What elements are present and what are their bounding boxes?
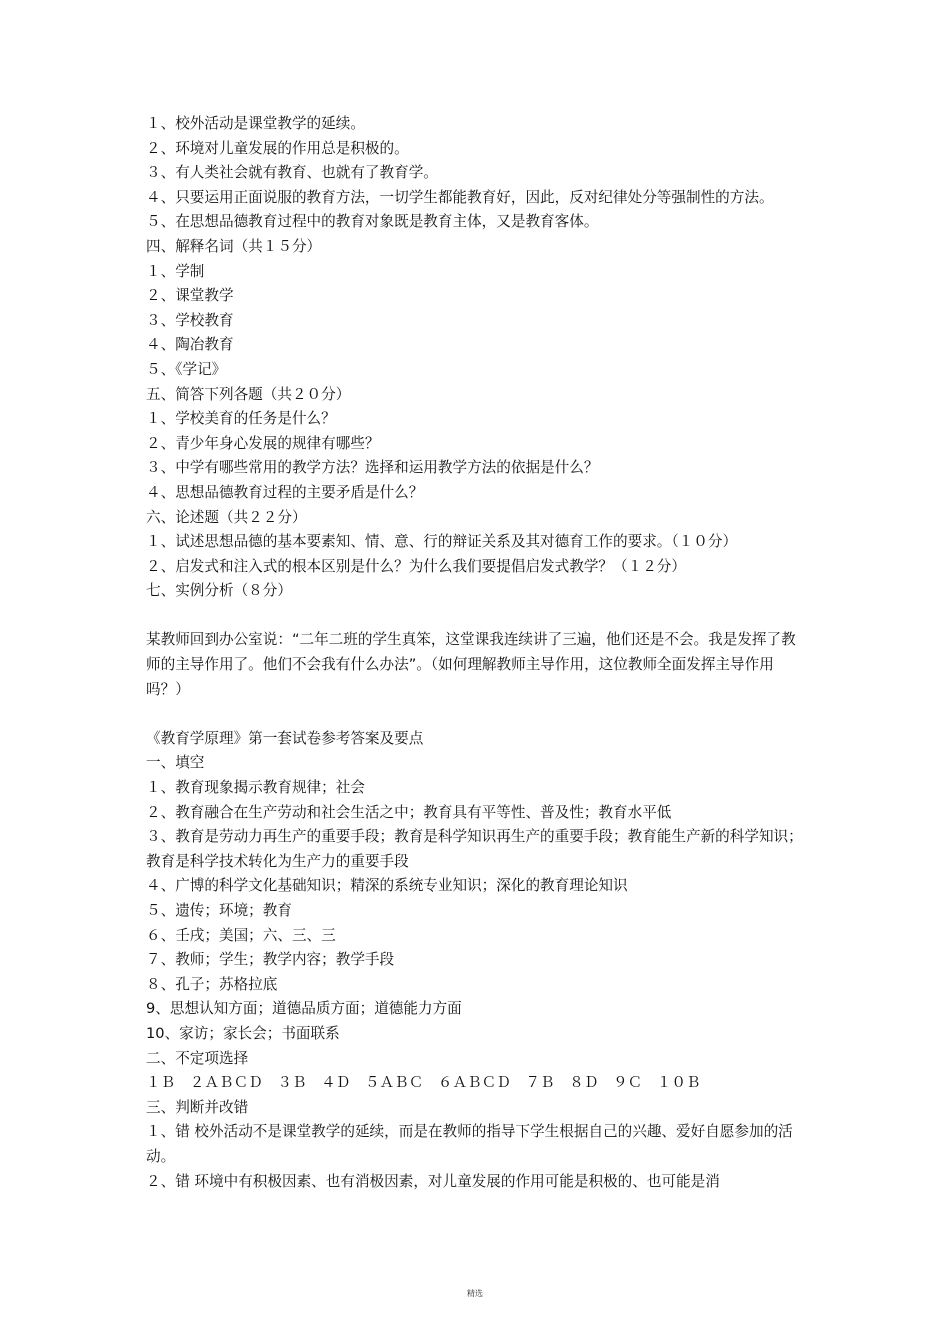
text-line: ２、青少年身心发展的规律有哪些？: [146, 434, 380, 452]
text-line: ８、孔子；苏格拉底: [146, 975, 278, 993]
text-line: ５、在思想品德教育过程中的教育对象既是教育主体，又是教育客体。: [146, 213, 599, 231]
text-line: １、学制: [146, 262, 205, 280]
text-line: ５、《学记》: [146, 360, 227, 378]
text-line: １Ｂ ２ＡＢＣＤ ３Ｂ ４Ｄ ５ＡＢＣ ６ＡＢＣＤ ７Ｂ ８Ｄ ９Ｃ １０Ｂ: [146, 1074, 701, 1092]
text-line: ５、遗传；环境；教育: [146, 902, 292, 919]
text-line: ３、有人类社会就有教育、也就有了教育学。: [146, 164, 438, 182]
text-line: ２、课堂教学: [146, 287, 234, 305]
text-line: 三、判断并改错: [146, 1098, 249, 1116]
text-line: 《教育学原理》第一套试卷参考答案及要点: [146, 729, 424, 747]
text-line: ２、错 环境中有积极因素、也有消极因素，对儿童发展的作用可能是积极的、也可能是消: [146, 1172, 720, 1190]
text-line: ３、学校教育: [146, 311, 234, 329]
text-line: ４、广博的科学文化基础知识；精深的系统专业知识；深化的教育理论知识: [146, 877, 628, 895]
text-line: 四、解释名词（共１５分）: [146, 237, 322, 255]
blank-line: [146, 702, 810, 727]
text-line: ２、环境对儿童发展的作用总是积极的。: [146, 139, 409, 157]
text-line: 某教师回到办公室说：“二年二班的学生真笨，这堂课我连续讲了三遍，他们还是不会。我是发挥了教师的主导作用了。他们不会我有什么办法”。（如何理解教师主导作用，这位教师全面发挥主导作用吗？）: [146, 631, 796, 698]
text-line: 五、简答下列各题（共２０分）: [146, 385, 351, 403]
text-line: 六、论述题（共２２分）: [146, 508, 307, 526]
page-footer: 精选: [467, 1289, 483, 1298]
text-line: ７、教师；学生；教学内容；教学手段: [146, 951, 395, 969]
text-line: 10、家访；家长会；书面联系: [146, 1024, 340, 1042]
text-line: 9、思想认知方面；道德品质方面；道德能力方面: [146, 1000, 462, 1018]
text-line: １、校外活动是课堂教学的延续。: [146, 115, 365, 132]
text-line: １、错 校外活动不是课堂教学的延续，而是在教师的指导下学生根据自己的兴趣、爱好自愿参加的活动。: [146, 1123, 793, 1165]
text-line: 一、填空: [146, 754, 205, 772]
text-line: ４、陶冶教育: [146, 336, 234, 354]
text-line: ２、启发式和注入式的根本区别是什么？为什么我们要提倡启发式教学？（１２分）: [146, 557, 686, 575]
text-line: １、学校美育的任务是什么？: [146, 410, 336, 428]
text-line: ４、只要运用正面说服的教育方法，一切学生都能教育好，因此，反对纪律处分等强制性的方法。: [146, 188, 774, 206]
text-line: ３、中学有哪些常用的教学方法？选择和运用教学方法的依据是什么？: [146, 459, 599, 477]
document-body: [146, 112, 810, 1194]
text-line: 七、实例分析（８分）: [146, 582, 292, 600]
text-line: ４、思想品德教育过程的主要矛盾是什么？: [146, 483, 424, 501]
text-line: １、教育现象揭示教育规律；社会: [146, 779, 365, 797]
text-line: １、试述思想品德的基本要素知、情、意、行的辩证关系及其对德育工作的要求。（１０分）: [146, 533, 738, 551]
text-line: ２、教育融合在生产劳动和社会生活之中；教育具有平等性、普及性；教育水平低: [146, 803, 672, 821]
text-line: 二、不定项选择: [146, 1049, 249, 1067]
blank-line: [146, 604, 810, 629]
text-line: ３、教育是劳动力再生产的重要手段；教育是科学知识再生产的重要手段；教育能生产新的科学知识；教育是科学技术转化为生产力的重要手段: [146, 828, 803, 870]
text-line: ６、壬戌；美国；六、三、三: [146, 926, 336, 944]
